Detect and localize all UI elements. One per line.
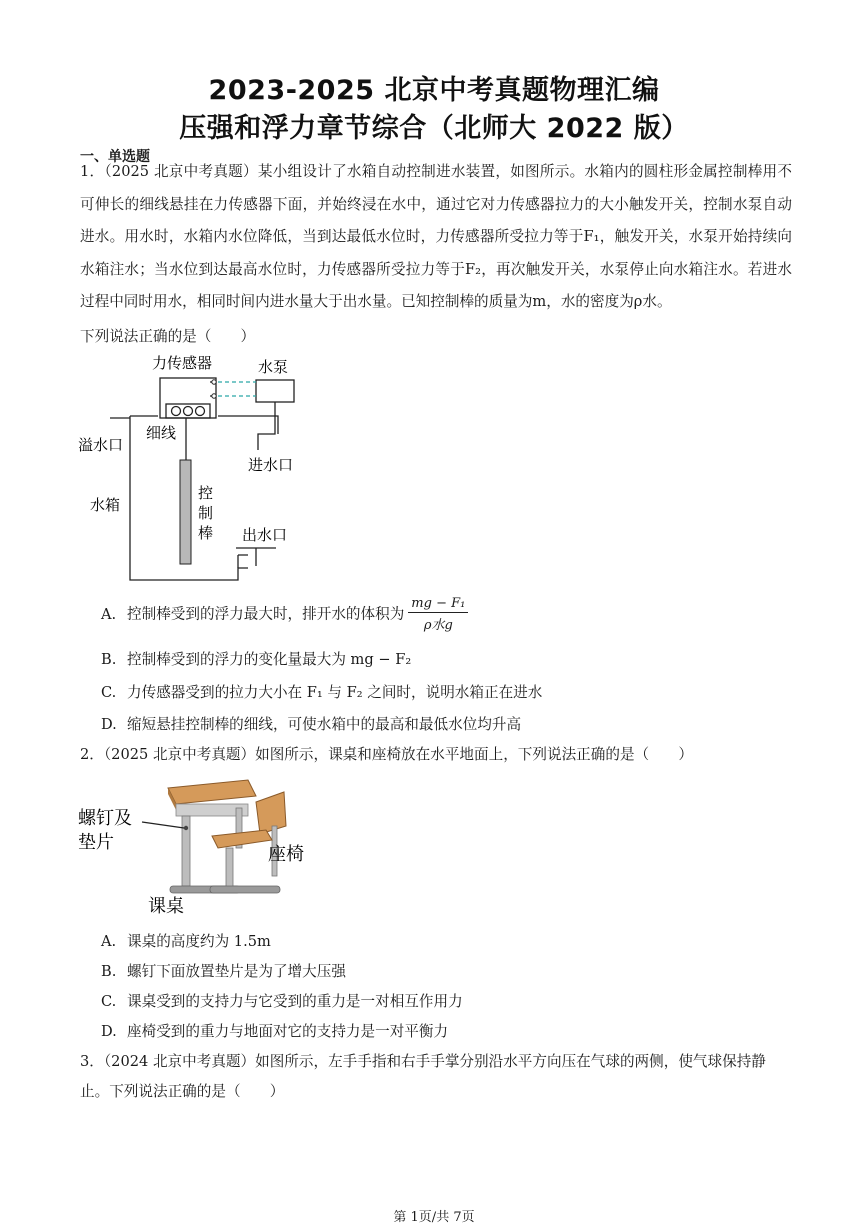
sensor-coil-1 [172,407,181,416]
chair-foot [210,886,280,893]
option-text: 控制棒受到的浮力最大时，排开水的体积为 [127,605,405,623]
q2-option-c[interactable] [101,990,463,1011]
sensor-label: 力传感器 [152,354,213,372]
chair-back [256,792,286,834]
option-letter: D. [101,1023,117,1040]
outlet-label: 出水口 [242,526,288,544]
tank-top-right [218,416,278,434]
string-label: 细线 [146,424,177,442]
desk-label: 课桌 [148,896,184,917]
tank-label: 水箱 [90,496,121,514]
q2-option-d[interactable] [101,1020,448,1041]
control-rod [180,460,191,564]
option-letter: D. [101,716,117,733]
q1-option-c[interactable] [101,681,542,702]
title-line-1: 2023-2025 北京中考真题物理汇编 [208,75,660,106]
rod-label-2: 制 [198,504,214,522]
desk-chair-image [76,774,316,924]
option-text: 课桌的高度约为 1.5m [127,933,271,950]
option-text: 课桌受到的支持力与它受到的重力是一对相互作用力 [127,993,463,1010]
title-line-2: 压强和浮力章节综合（北师大 2022 版） [179,113,689,144]
outlet-pipe [236,548,276,568]
option-text: 控制棒受到的浮力的变化量最大为 mg − F₂ [127,651,412,668]
sensor-coil-2 [184,407,193,416]
chair-label: 座椅 [268,844,304,865]
q1-option-d[interactable] [101,713,521,734]
fraction [408,596,468,633]
question-3-line-1: 3．（2024 北京中考真题）如图所示，左手手指和右手手掌分别沿水平方向压在气球的两侧，使气球保持静 [80,1053,766,1070]
option-text: 缩短悬挂控制棒的细线，可使水箱中的最高和最低水位均升高 [127,716,522,733]
rod-label-1: 控 [198,484,214,502]
option-letter: A. [101,605,117,623]
option-letter: A. [101,933,117,950]
desk-top [168,780,256,804]
option-text: 力传感器受到的拉力大小在 F₁ 与 F₂ 之间时，说明水箱正在进水 [127,684,543,701]
q1-option-b[interactable] [101,648,411,669]
option-letter: B. [101,651,117,668]
fraction-numerator: mg − F₁ [408,596,468,613]
question-1-ask: 下列说法正确的是（ ） [80,328,256,345]
overflow-label: 溢水口 [78,436,124,454]
question-2-text: 2．（2025 北京中考真题）如图所示，课桌和座椅放在水平地面上，下列说法正确的是（ ） [80,746,693,763]
section-heading: 一、单选题 [80,149,150,165]
question-3-line-2: 止。下列说法正确的是（ ） [80,1083,285,1100]
q2-option-a[interactable] [101,930,271,951]
leader-line [142,822,184,828]
option-text: 螺钉下面放置垫片是为了增大压强 [127,963,346,980]
pump-pipe [258,402,275,450]
fraction-denominator: ρ水g [423,618,453,633]
pump-box [256,380,294,402]
signal-lines [218,382,256,396]
option-letter: C. [101,684,117,701]
inlet-label: 进水口 [248,456,294,474]
rod-label-3: 棒 [198,524,214,542]
q2-option-b[interactable] [101,960,346,981]
option-letter: C. [101,993,117,1010]
q1-option-a[interactable] [101,596,468,633]
water-tank-diagram [78,350,308,585]
pump-label: 水泵 [258,358,289,376]
screw [184,826,188,830]
screw-label-1: 螺钉及 [78,808,132,829]
screw-label-2: 垫片 [78,832,114,853]
sensor-coil-3 [196,407,205,416]
page-footer: 第 1页/共 7页 [393,1210,475,1225]
option-letter: B. [101,963,117,980]
option-text: 座椅受到的重力与地面对它的支持力是一对平衡力 [127,1023,449,1040]
question-1-text: 1．（2025 北京中考真题）某小组设计了水箱自动控制进水装置，如图所示。水箱内的圆柱形金属控制棒用不可伸长的细线悬挂在力传感器下面，并始终浸在水中，通过它对力传感器拉力的大小触发开关，控制水泵自动进水。用水时，水箱内水位降低，当到达最低水位时，力传感器所受拉力等于F₁，触发开关，水泵开始持续向水箱注水；当水位到达最高水位时，力传感器所受拉力等于F₂，再次触发开关，水泵停止向水箱注水。若进水过程中同时用水，相同时间内进水量大于出水量。已知控制棒的质量为m，水的密度为ρ水。 [80,163,792,310]
sensor-box [160,378,216,418]
